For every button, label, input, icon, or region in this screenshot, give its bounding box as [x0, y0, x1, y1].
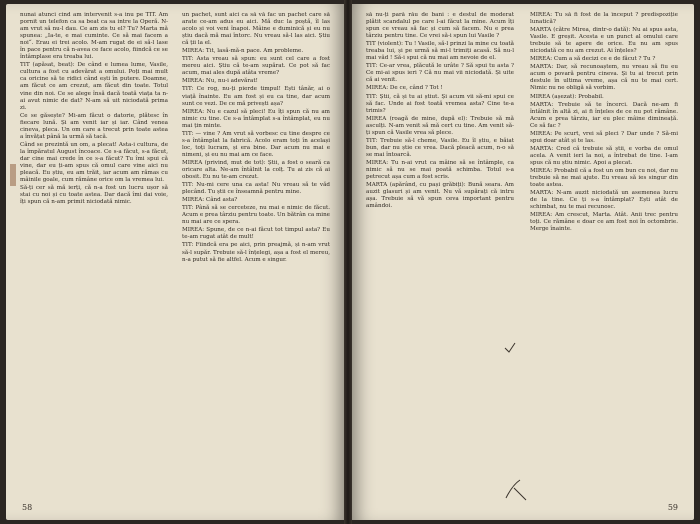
margin-check-mark	[502, 340, 518, 356]
right-col2-paragraph: MIREA (așezat): Probabil.	[530, 93, 604, 100]
left-col1-paragraph: Ce se găsește? Mi-am făcut o datorie, plătesc în fiecare lună. Și am venit iar și iar. Când venea cineva, pleca. Un om care a trecut prin toate astea a învățat până la urmă să tacă.	[20, 112, 168, 140]
right-col1-paragraph: TIT: Știi, că și tu ai știut. Și acum vii să-mi spui ce să fac. Unde ai fost toată vremea asta? Cine te-a trimis?	[366, 93, 514, 114]
left-col2-paragraph: MIREA: Nu e cazul să pleci! Eu îți spun că nu am nimic cu tine. Ce s-a întâmplat s-a întâmplat, eu nu mai țin minte.	[182, 108, 330, 129]
right-page	[352, 4, 694, 520]
handwritten-mark	[502, 474, 530, 504]
left-page-number: 58	[22, 503, 33, 512]
right-col1-paragraph: să nu-ți pară rău de bani : e destul de moderat plătit scandalul pe care l-ai făcut la mine. Acum îți spun ce vreau să fac și cum să facem. Nu e prea târziu pentru tine. Ce vrei să-i spun lui Vasile ?	[366, 12, 514, 40]
right-col2-paragraph: MARTA: Dar, să recunoaștem, nu vreau să fiu eu acum o povară pentru cineva. Și tu ai trecut prin destule în ultima vreme, așa că nu te mai cert. Nimic nu ne obligă să vorbim.	[530, 64, 678, 92]
left-col2-paragraph: un pachet, sunt aici ca să vă fac un pachet care să arate ce-am adus eu aici. Mă duc la poștă, îl las acolo și voi veni înapoi. Mâine e duminică și eu nu știu dacă mă mai întorc. Nu vreau să-l las aici. Știu că ții la el.	[182, 12, 330, 47]
left-col2-paragraph: MIREA (privind, mut de tot): Știi, a fost o seară ca oricare alta. Ne-am întâlnit la colț. Tu ai zis că ai obosit. Eu nu te-am crezut.	[182, 159, 330, 181]
left-page-column-1	[20, 12, 168, 498]
right-col2-paragraph: MARTA: Cred că trebuie să știi, e vorba de omul acela. A venit ieri la noi, a întrebat de tine. I-am spus că nu știu nimic. Apoi a plecat.	[530, 145, 678, 166]
right-col2-paragraph: MIREA: Tu să fi fost de la început ? predispoziție lunatică?	[530, 12, 678, 26]
right-col1-paragraph: MARTA (apărând, cu pași grăbiți): Bună seara. Am auzit glasuri și am venit. Nu vă supărați că intru așa. Trebuie să vă spun ceva important pentru amândoi.	[366, 182, 514, 210]
right-col2-paragraph: MARTA: Trebuie să te încerci. Dacă ne-am fi întâlnit în altă zi, ai fi înțeles de ce nu pot rămâne. Acum e prea târziu, iar eu plec mâine dimineață. Ce să fac ?	[530, 101, 678, 129]
right-col2-paragraph: MARTA: N-am auzit niciodată un asemenea lucru de la tine. Ce ți s-a întâmplat? Ești atât de schimbat, nu te mai recunosc.	[530, 190, 678, 211]
right-page-column-2	[530, 12, 678, 498]
right-col2-paragraph: MIREA: Probabil că a fost un om bun cu noi, dar nu trebuie să ne mai ajute. Eu vreau să ies singur din toate astea.	[530, 167, 678, 189]
left-col2-paragraph: TIT: — vine ? Am vrut să vorbesc cu tine despre ce s-a întâmplat la fabrică. Acolo eram toți în același loc, toți lucram, și era bine. Dar acum nu mai e nimeni, și eu nu mai am ce face.	[182, 130, 330, 158]
page-stain	[10, 164, 16, 186]
left-col2-paragraph: MIREA: Nu, nu-i adevărat!	[182, 78, 258, 85]
left-col2-paragraph: TIT: Nu-mi cere una ca asta! Nu vreau să te văd plecând. Tu știi ce înseamnă pentru mine.	[182, 182, 330, 196]
left-page	[6, 4, 344, 520]
left-col1-paragraph: Să-ți cer să mă ierți, că n-a fost un lucru ușor să stai cu noi și cu toate astea. Dar dacă îmi dai voie, îți spun că n-am primit niciodată nimic.	[20, 185, 168, 206]
right-col2-paragraph: MARTA (către Mirea, dintr-o dată): Nu ai spus asta, Vasile. E greșit. Acesta e un punct al omului care trebuie să te apere de orice. Eu nu am spus niciodată ce nu am crezut. Ai înțeles?	[530, 27, 678, 55]
right-col1-paragraph: TIT (violent): Tu ! Vasile, să-l prinzi la mine cu toată treaba lui, și pe urmă să mi-l trimiți acasă. Să nu-l mai văd ! Să-i spui că nu mai am nevoie de el.	[366, 41, 514, 62]
left-col1-paragraph: nunai atunci cind am intervenit s-a inu pe TIT. Am pornit un telefon ca sa beat ca sa intre la Operă. N-am vrut să nu-l dau. Ce am zis tu el? Tu? Marta mă spunea: „Ia-te, e mai cuminte. Ce să mai facem a noi“. Erau ei trei acolo. M-am rugat de ei să-l lase în pace pentru că n-avea ce face acolo, fiindcă ce se întâmplase era treaba lui.	[20, 12, 168, 61]
left-col2-paragraph: TIT: Ce rog, nu-ți pierde timpul! Ești tânăr, ai o viață înainte. Eu am fost și eu ca tine, dar acum sunt ce vezi. De ce mă privești așa?	[182, 86, 330, 107]
right-col1-paragraph: MIREA: Tu n-ai vrut ca mâine să se întâmple, ca nimic să nu se mai poată schimba. Totul s-a petrecut așa cum a fost scris.	[366, 159, 514, 181]
right-col2-paragraph: MIREA: Am crescut, Marta. Atât. Anii trec pentru toți. Ce rămâne e doar ce am fost noi în octombrie. Merge înainte.	[530, 212, 678, 233]
left-col1-paragraph: Când se prezintă un om, a plecat! Asta-i cultura, de la împăratul August încoace. Ce s-a făcut, s-a făcut, dar cine mai crede în ce s-a făcut? Tu îmi spui că vine, dar eu ți-am spus că omul care vine aici nu pleacă. Eu știu, eu am trăit, iar acum am rămas cu mâinile goale, cum rămâne orice om la vremea lui.	[20, 141, 168, 184]
left-col2-paragraph: TIT: Până să se cerceteze, nu mai e nimic de făcut. Acum e prea târziu pentru toate. Un bătrân ca mine nu mai are ce spera.	[182, 205, 330, 226]
left-col2-paragraph: TIT: Fiindcă era pe aici, prin preajmă, și n-am vrut să-l supăr. Trebuie să-l înțelegi, așa a fost el mereu, n-a putut să fie altfel. Acum e singur.	[182, 242, 330, 263]
right-col2-paragraph: MIREA: Cum a să decizi ce e de făcut ? Tu ?	[530, 56, 656, 63]
left-col2-paragraph: TIT: Asta vreau să spun: eu sunt cel care a fost mereu aici. Știu că te-am supărat. Ce pot să fac acum, mai ales după atâta vreme?	[182, 56, 330, 77]
book-gutter	[344, 0, 352, 524]
left-col2-paragraph: MIREA: Când asta?	[182, 197, 238, 204]
right-col1-paragraph: MIREA (roagă de mine, după el): Trebuie să mă asculți. N-am venit să mă cert cu tine. Am venit să-ți spun că Vasile vrea să plece.	[366, 115, 514, 136]
left-col2-paragraph: MIREA: Spune, de ce n-ai făcut tot timpul asta? Eu te-am rugat atât de mult!	[182, 227, 330, 241]
left-col1-paragraph: TIT (apăsat, beat): De când e lumea lume, Vasile, cultura a fost cu adevărat a omului. Poți mai mult ca oricine să te ridici când ești în putere. Doamne, am făcut ce am crezut, am făcut din toate. Totul vine din noi. Ce se alege însă dacă toată viața ta n-ai avut nimic de dat? N-am să uit niciodată prima zi.	[20, 62, 168, 111]
left-col2-paragraph: MIREA: Tit, lasă-mă-n pace. Am probleme.	[182, 48, 304, 55]
right-page-number: 59	[667, 503, 678, 512]
left-page-column-2	[182, 12, 330, 498]
right-col1-paragraph: TIT: Ce-ar vrea, plăcută le urâte ? Să spui tu asta ? Ce mi-ai spus ieri ? Că nu mai vii niciodată. Și uite că ai venit.	[366, 63, 514, 84]
right-col1-paragraph: TIT: Trebuie să-l cheme, Vasile. Eu îl știu, e băiat bun, dar nu știe ce vrea. Dacă pleacă acum, n-o să se mai întoarcă.	[366, 137, 514, 158]
right-col2-paragraph: MIREA: Pe scurt, vrei să pleci ? Dar unde ? Să-mi spui doar atât și te las.	[530, 130, 678, 144]
right-col1-paragraph: MIREA: De ce, când ? Tot !	[366, 85, 443, 92]
right-page-column-1	[366, 12, 514, 498]
